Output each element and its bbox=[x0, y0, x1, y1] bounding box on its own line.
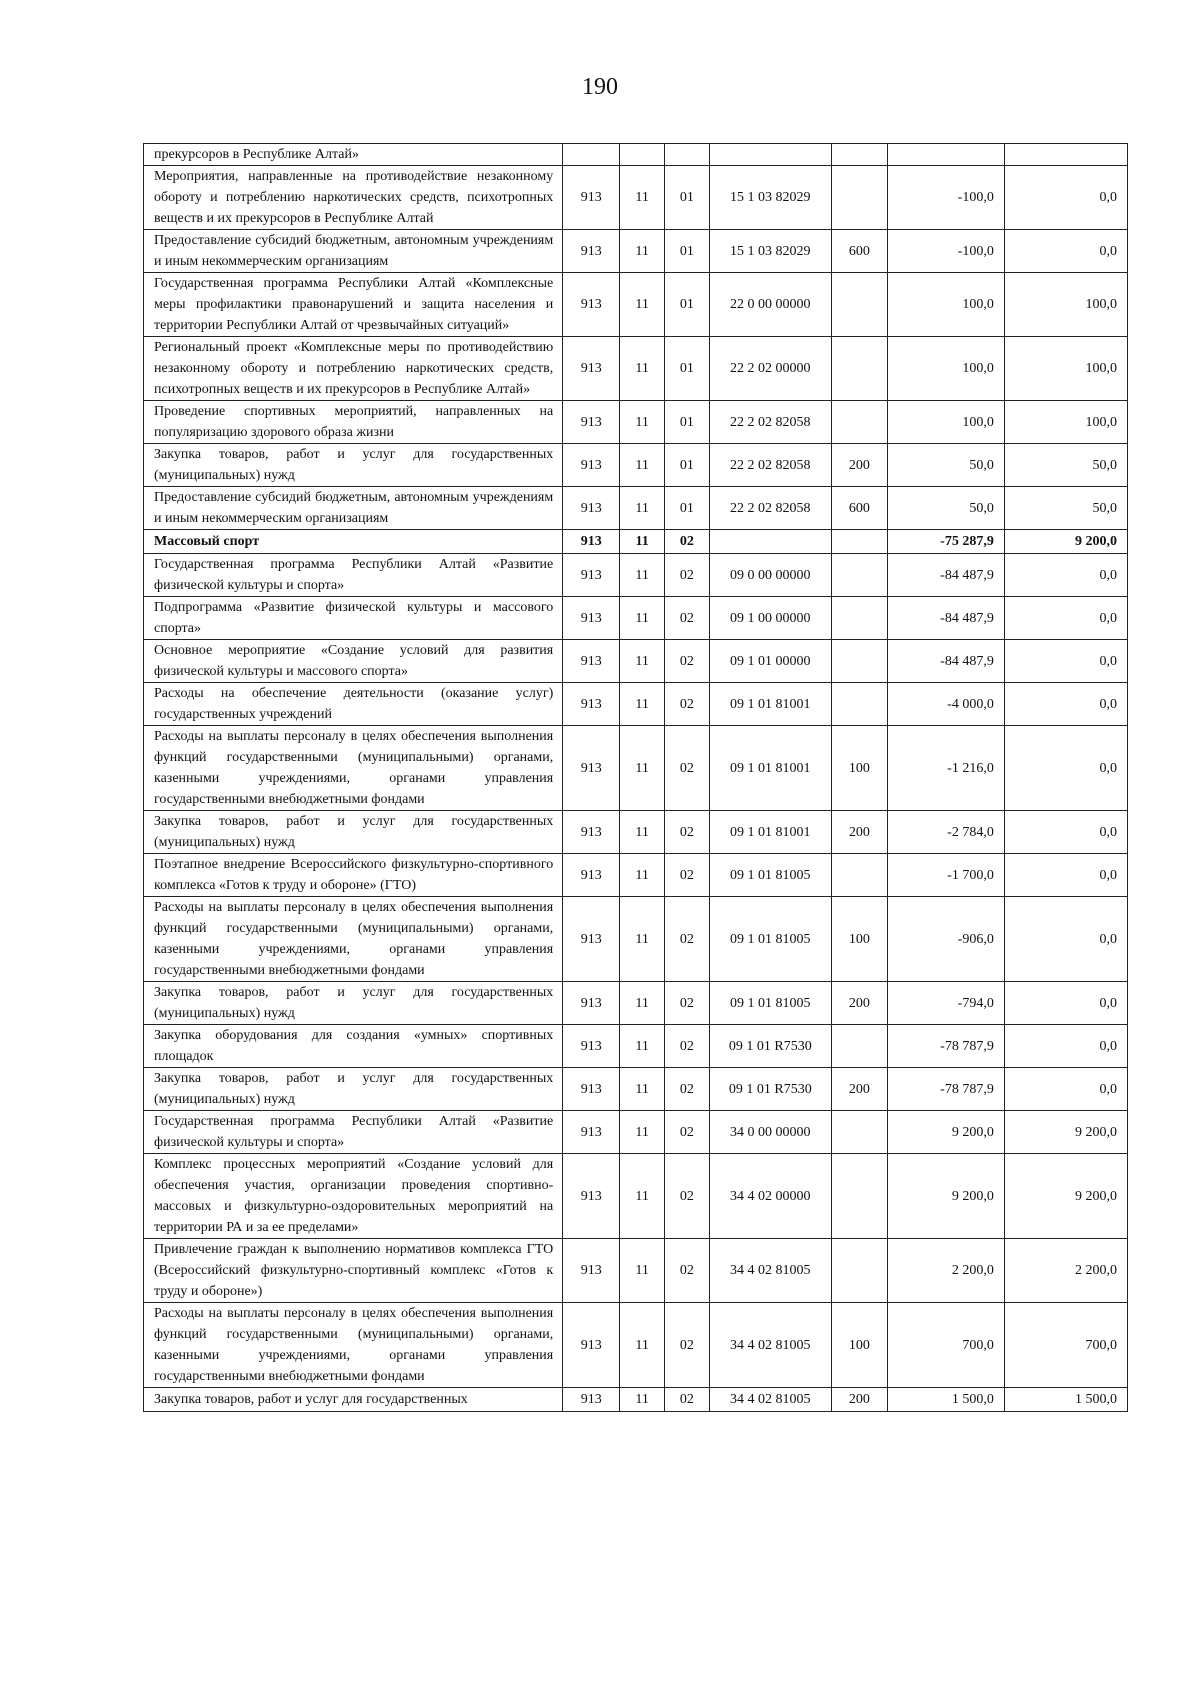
target-article-cell: 22 2 02 82058 bbox=[709, 444, 831, 487]
subsection-code-cell: 01 bbox=[664, 166, 709, 230]
subsection-code-cell: 02 bbox=[664, 1154, 709, 1239]
department-code-cell: 913 bbox=[563, 1154, 620, 1239]
department-code-cell: 913 bbox=[563, 854, 620, 897]
expense-type-cell: 600 bbox=[831, 230, 887, 273]
target-article-cell: 22 2 02 82058 bbox=[709, 487, 831, 530]
department-code-cell: 913 bbox=[563, 487, 620, 530]
section-code-cell: 11 bbox=[620, 554, 665, 597]
table-row bbox=[144, 1239, 1128, 1303]
subsection-code-cell: 02 bbox=[664, 554, 709, 597]
amount-1-cell: 2 200,0 bbox=[887, 1239, 1004, 1303]
expense-type-cell: 200 bbox=[831, 982, 887, 1025]
department-code-cell bbox=[563, 144, 620, 166]
target-article-cell: 09 1 01 R7530 bbox=[709, 1068, 831, 1111]
amount-2-cell: 9 200,0 bbox=[1004, 530, 1127, 554]
department-code-cell: 913 bbox=[563, 337, 620, 401]
page-number: 190 bbox=[582, 74, 618, 100]
amount-2-cell: 9 200,0 bbox=[1004, 1111, 1127, 1154]
amount-2-cell: 0,0 bbox=[1004, 230, 1127, 273]
amount-1-cell bbox=[887, 144, 1004, 166]
subsection-code-cell: 01 bbox=[664, 337, 709, 401]
expense-name-cell: Расходы на обеспечение деятельности (оказание услуг) государственных учреждений bbox=[144, 683, 563, 726]
expense-type-cell: 100 bbox=[831, 1303, 887, 1388]
target-article-cell: 34 4 02 81005 bbox=[709, 1239, 831, 1303]
section-code-cell: 11 bbox=[620, 444, 665, 487]
subsection-code-cell: 01 bbox=[664, 230, 709, 273]
amount-1-cell: 100,0 bbox=[887, 337, 1004, 401]
table-row bbox=[144, 1111, 1128, 1154]
target-article-cell: 22 2 02 82058 bbox=[709, 401, 831, 444]
department-code-cell: 913 bbox=[563, 166, 620, 230]
budget-table bbox=[143, 143, 1128, 1412]
department-code-cell: 913 bbox=[563, 230, 620, 273]
table-row bbox=[144, 337, 1128, 401]
expense-type-cell bbox=[831, 337, 887, 401]
department-code-cell: 913 bbox=[563, 726, 620, 811]
subsection-code-cell: 01 bbox=[664, 444, 709, 487]
subsection-code-cell: 02 bbox=[664, 982, 709, 1025]
department-code-cell: 913 bbox=[563, 1068, 620, 1111]
section-code-cell: 11 bbox=[620, 530, 665, 554]
amount-2-cell: 0,0 bbox=[1004, 897, 1127, 982]
expense-name-cell: Поэтапное внедрение Всероссийского физкультурно-спортивного комплекса «Готов к труду и обороне» (ГТО) bbox=[144, 854, 563, 897]
target-article-cell: 34 4 02 00000 bbox=[709, 1154, 831, 1239]
section-code-cell: 11 bbox=[620, 897, 665, 982]
subsection-code-cell: 02 bbox=[664, 897, 709, 982]
table-row bbox=[144, 1068, 1128, 1111]
amount-1-cell: -75 287,9 bbox=[887, 530, 1004, 554]
table-row bbox=[144, 726, 1128, 811]
amount-2-cell: 0,0 bbox=[1004, 683, 1127, 726]
table-row bbox=[144, 982, 1128, 1025]
section-code-cell: 11 bbox=[620, 1388, 665, 1412]
table-row bbox=[144, 683, 1128, 726]
subsection-code-cell: 02 bbox=[664, 683, 709, 726]
budget-table-body bbox=[144, 144, 1128, 1412]
table-row bbox=[144, 811, 1128, 854]
table-row bbox=[144, 597, 1128, 640]
amount-2-cell: 0,0 bbox=[1004, 597, 1127, 640]
subsection-code-cell: 02 bbox=[664, 530, 709, 554]
expense-type-cell: 200 bbox=[831, 811, 887, 854]
department-code-cell: 913 bbox=[563, 273, 620, 337]
amount-1-cell: -84 487,9 bbox=[887, 597, 1004, 640]
department-code-cell: 913 bbox=[563, 982, 620, 1025]
department-code-cell: 913 bbox=[563, 683, 620, 726]
subsection-code-cell: 02 bbox=[664, 597, 709, 640]
amount-1-cell: -78 787,9 bbox=[887, 1025, 1004, 1068]
table-row bbox=[144, 1303, 1128, 1388]
target-article-cell: 09 1 01 81001 bbox=[709, 683, 831, 726]
amount-1-cell: -100,0 bbox=[887, 166, 1004, 230]
amount-1-cell: 1 500,0 bbox=[887, 1388, 1004, 1412]
target-article-cell: 34 4 02 81005 bbox=[709, 1388, 831, 1412]
amount-2-cell: 0,0 bbox=[1004, 982, 1127, 1025]
section-code-cell bbox=[620, 144, 665, 166]
amount-2-cell: 100,0 bbox=[1004, 401, 1127, 444]
amount-2-cell bbox=[1004, 144, 1127, 166]
target-article-cell bbox=[709, 144, 831, 166]
expense-type-cell bbox=[831, 273, 887, 337]
expense-type-cell bbox=[831, 166, 887, 230]
expense-type-cell: 200 bbox=[831, 1388, 887, 1412]
expense-name-cell: Закупка оборудования для создания «умных» спортивных площадок bbox=[144, 1025, 563, 1068]
expense-name-cell: прекурсоров в Республике Алтай» bbox=[144, 144, 563, 166]
section-code-cell: 11 bbox=[620, 726, 665, 811]
expense-type-cell: 100 bbox=[831, 897, 887, 982]
table-row bbox=[144, 530, 1128, 554]
section-code-cell: 11 bbox=[620, 1068, 665, 1111]
amount-2-cell: 2 200,0 bbox=[1004, 1239, 1127, 1303]
expense-name-cell: Расходы на выплаты персоналу в целях обеспечения выполнения функций государственными (муниципальными) органами, казенными учреждениями, органами управления государственными внебюджетными фондами bbox=[144, 1303, 563, 1388]
target-article-cell: 22 2 02 00000 bbox=[709, 337, 831, 401]
amount-1-cell: 100,0 bbox=[887, 273, 1004, 337]
target-article-cell: 09 1 01 81001 bbox=[709, 726, 831, 811]
amount-1-cell: -84 487,9 bbox=[887, 554, 1004, 597]
subsection-code-cell bbox=[664, 144, 709, 166]
target-article-cell: 15 1 03 82029 bbox=[709, 230, 831, 273]
table-row bbox=[144, 554, 1128, 597]
expense-name-cell: Массовый спорт bbox=[144, 530, 563, 554]
expense-name-cell: Государственная программа Республики Алтай «Развитие физической культуры и спорта» bbox=[144, 1111, 563, 1154]
department-code-cell: 913 bbox=[563, 811, 620, 854]
amount-2-cell: 50,0 bbox=[1004, 444, 1127, 487]
target-article-cell: 34 0 00 00000 bbox=[709, 1111, 831, 1154]
table-row bbox=[144, 897, 1128, 982]
section-code-cell: 11 bbox=[620, 683, 665, 726]
section-code-cell: 11 bbox=[620, 401, 665, 444]
target-article-cell bbox=[709, 530, 831, 554]
target-article-cell: 09 1 01 R7530 bbox=[709, 1025, 831, 1068]
expense-type-cell bbox=[831, 1111, 887, 1154]
target-article-cell: 09 0 00 00000 bbox=[709, 554, 831, 597]
amount-1-cell: -794,0 bbox=[887, 982, 1004, 1025]
expense-name-cell: Мероприятия, направленные на противодействие незаконному обороту и потреблению наркотических средств, психотропных веществ и их прекурсоров в Республике Алтай bbox=[144, 166, 563, 230]
amount-1-cell: 9 200,0 bbox=[887, 1154, 1004, 1239]
department-code-cell: 913 bbox=[563, 640, 620, 683]
subsection-code-cell: 02 bbox=[664, 1111, 709, 1154]
target-article-cell: 09 1 01 00000 bbox=[709, 640, 831, 683]
table-row bbox=[144, 144, 1128, 166]
expense-type-cell: 200 bbox=[831, 1068, 887, 1111]
department-code-cell: 913 bbox=[563, 554, 620, 597]
amount-2-cell: 0,0 bbox=[1004, 726, 1127, 811]
expense-name-cell: Основное мероприятие «Создание условий для развития физической культуры и массового спорта» bbox=[144, 640, 563, 683]
amount-2-cell: 100,0 bbox=[1004, 273, 1127, 337]
expense-type-cell bbox=[831, 597, 887, 640]
expense-type-cell: 600 bbox=[831, 487, 887, 530]
table-row bbox=[144, 273, 1128, 337]
subsection-code-cell: 02 bbox=[664, 1239, 709, 1303]
table-row bbox=[144, 487, 1128, 530]
table-row bbox=[144, 166, 1128, 230]
amount-1-cell: 700,0 bbox=[887, 1303, 1004, 1388]
amount-1-cell: 9 200,0 bbox=[887, 1111, 1004, 1154]
expense-name-cell: Закупка товаров, работ и услуг для государственных (муниципальных) нужд bbox=[144, 982, 563, 1025]
expense-name-cell: Проведение спортивных мероприятий, направленных на популяризацию здорового образа жизни bbox=[144, 401, 563, 444]
expense-name-cell: Расходы на выплаты персоналу в целях обеспечения выполнения функций государственными (муниципальными) органами, казенными учреждениями, органами управления государственными внебюджетными фондами bbox=[144, 897, 563, 982]
subsection-code-cell: 01 bbox=[664, 401, 709, 444]
subsection-code-cell: 02 bbox=[664, 726, 709, 811]
department-code-cell: 913 bbox=[563, 1388, 620, 1412]
target-article-cell: 22 0 00 00000 bbox=[709, 273, 831, 337]
table-row bbox=[144, 1388, 1128, 1412]
expense-name-cell: Государственная программа Республики Алтай «Комплексные меры профилактики правонарушений и защита населения и территории Республики Алтай от чрезвычайных ситуаций» bbox=[144, 273, 563, 337]
section-code-cell: 11 bbox=[620, 1239, 665, 1303]
expense-name-cell: Привлечение граждан к выполнению нормативов комплекса ГТО (Всероссийский физкультурно-спортивный комплекс «Готов к труду и обороне») bbox=[144, 1239, 563, 1303]
amount-1-cell: -78 787,9 bbox=[887, 1068, 1004, 1111]
amount-2-cell: 100,0 bbox=[1004, 337, 1127, 401]
section-code-cell: 11 bbox=[620, 487, 665, 530]
subsection-code-cell: 02 bbox=[664, 1303, 709, 1388]
amount-1-cell: -1 700,0 bbox=[887, 854, 1004, 897]
department-code-cell: 913 bbox=[563, 530, 620, 554]
amount-2-cell: 9 200,0 bbox=[1004, 1154, 1127, 1239]
section-code-cell: 11 bbox=[620, 1154, 665, 1239]
department-code-cell: 913 bbox=[563, 597, 620, 640]
expense-name-cell: Закупка товаров, работ и услуг для государственных (муниципальных) нужд bbox=[144, 444, 563, 487]
target-article-cell: 09 1 01 81005 bbox=[709, 854, 831, 897]
target-article-cell: 09 1 01 81005 bbox=[709, 897, 831, 982]
section-code-cell: 11 bbox=[620, 811, 665, 854]
amount-1-cell: 50,0 bbox=[887, 487, 1004, 530]
table-row bbox=[144, 230, 1128, 273]
amount-1-cell: -4 000,0 bbox=[887, 683, 1004, 726]
amount-1-cell: -2 784,0 bbox=[887, 811, 1004, 854]
subsection-code-cell: 02 bbox=[664, 1068, 709, 1111]
expense-name-cell: Предоставление субсидий бюджетным, автономным учреждениям и иным некоммерческим организациям bbox=[144, 487, 563, 530]
target-article-cell: 09 1 01 81001 bbox=[709, 811, 831, 854]
amount-1-cell: -1 216,0 bbox=[887, 726, 1004, 811]
section-code-cell: 11 bbox=[620, 166, 665, 230]
target-article-cell: 09 1 00 00000 bbox=[709, 597, 831, 640]
department-code-cell: 913 bbox=[563, 1303, 620, 1388]
expense-type-cell bbox=[831, 554, 887, 597]
amount-2-cell: 0,0 bbox=[1004, 1068, 1127, 1111]
amount-2-cell: 0,0 bbox=[1004, 811, 1127, 854]
expense-name-cell: Расходы на выплаты персоналу в целях обеспечения выполнения функций государственными (муниципальными) органами, казенными учреждениями, органами управления государственными внебюджетными фондами bbox=[144, 726, 563, 811]
section-code-cell: 11 bbox=[620, 230, 665, 273]
amount-1-cell: 100,0 bbox=[887, 401, 1004, 444]
table-row bbox=[144, 1025, 1128, 1068]
table-row bbox=[144, 401, 1128, 444]
amount-1-cell: -84 487,9 bbox=[887, 640, 1004, 683]
expense-name-cell: Комплекс процессных мероприятий «Создание условий для обеспечения участия, организации проведения спортивно-массовых и физкультурно-оздоровительных мероприятий на территории РА и за ее пределами» bbox=[144, 1154, 563, 1239]
subsection-code-cell: 01 bbox=[664, 273, 709, 337]
table-row bbox=[144, 640, 1128, 683]
department-code-cell: 913 bbox=[563, 897, 620, 982]
subsection-code-cell: 01 bbox=[664, 487, 709, 530]
expense-name-cell: Подпрограмма «Развитие физической культуры и массового спорта» bbox=[144, 597, 563, 640]
target-article-cell: 34 4 02 81005 bbox=[709, 1303, 831, 1388]
amount-2-cell: 0,0 bbox=[1004, 554, 1127, 597]
expense-type-cell: 100 bbox=[831, 726, 887, 811]
department-code-cell: 913 bbox=[563, 1239, 620, 1303]
section-code-cell: 11 bbox=[620, 854, 665, 897]
expense-name-cell: Предоставление субсидий бюджетным, автономным учреждениям и иным некоммерческим организациям bbox=[144, 230, 563, 273]
section-code-cell: 11 bbox=[620, 1111, 665, 1154]
amount-2-cell: 1 500,0 bbox=[1004, 1388, 1127, 1412]
amount-2-cell: 0,0 bbox=[1004, 1025, 1127, 1068]
target-article-cell: 09 1 01 81005 bbox=[709, 982, 831, 1025]
expense-type-cell bbox=[831, 1154, 887, 1239]
section-code-cell: 11 bbox=[620, 1303, 665, 1388]
subsection-code-cell: 02 bbox=[664, 1388, 709, 1412]
subsection-code-cell: 02 bbox=[664, 640, 709, 683]
table-row bbox=[144, 444, 1128, 487]
department-code-cell: 913 bbox=[563, 444, 620, 487]
amount-2-cell: 0,0 bbox=[1004, 640, 1127, 683]
section-code-cell: 11 bbox=[620, 597, 665, 640]
table-row bbox=[144, 854, 1128, 897]
target-article-cell: 15 1 03 82029 bbox=[709, 166, 831, 230]
expense-name-cell: Региональный проект «Комплексные меры по противодействию незаконному обороту и потреблению наркотических средств, психотропных веществ и их прекурсоров в Республике Алтай» bbox=[144, 337, 563, 401]
table-row bbox=[144, 1154, 1128, 1239]
amount-2-cell: 0,0 bbox=[1004, 166, 1127, 230]
department-code-cell: 913 bbox=[563, 1025, 620, 1068]
section-code-cell: 11 bbox=[620, 337, 665, 401]
amount-1-cell: 50,0 bbox=[887, 444, 1004, 487]
expense-type-cell bbox=[831, 640, 887, 683]
department-code-cell: 913 bbox=[563, 1111, 620, 1154]
subsection-code-cell: 02 bbox=[664, 811, 709, 854]
expense-type-cell bbox=[831, 854, 887, 897]
expense-name-cell: Закупка товаров, работ и услуг для государственных (муниципальных) нужд bbox=[144, 811, 563, 854]
subsection-code-cell: 02 bbox=[664, 854, 709, 897]
subsection-code-cell: 02 bbox=[664, 1025, 709, 1068]
expense-type-cell bbox=[831, 1025, 887, 1068]
expense-name-cell: Закупка товаров, работ и услуг для государственных bbox=[144, 1388, 563, 1412]
expense-type-cell bbox=[831, 144, 887, 166]
amount-2-cell: 700,0 bbox=[1004, 1303, 1127, 1388]
expense-type-cell bbox=[831, 401, 887, 444]
section-code-cell: 11 bbox=[620, 273, 665, 337]
section-code-cell: 11 bbox=[620, 1025, 665, 1068]
amount-2-cell: 0,0 bbox=[1004, 854, 1127, 897]
amount-1-cell: -906,0 bbox=[887, 897, 1004, 982]
amount-1-cell: -100,0 bbox=[887, 230, 1004, 273]
department-code-cell: 913 bbox=[563, 401, 620, 444]
expense-type-cell bbox=[831, 530, 887, 554]
expense-type-cell bbox=[831, 1239, 887, 1303]
section-code-cell: 11 bbox=[620, 982, 665, 1025]
expense-type-cell: 200 bbox=[831, 444, 887, 487]
expense-type-cell bbox=[831, 683, 887, 726]
section-code-cell: 11 bbox=[620, 640, 665, 683]
expense-name-cell: Государственная программа Республики Алтай «Развитие физической культуры и спорта» bbox=[144, 554, 563, 597]
expense-name-cell: Закупка товаров, работ и услуг для государственных (муниципальных) нужд bbox=[144, 1068, 563, 1111]
amount-2-cell: 50,0 bbox=[1004, 487, 1127, 530]
